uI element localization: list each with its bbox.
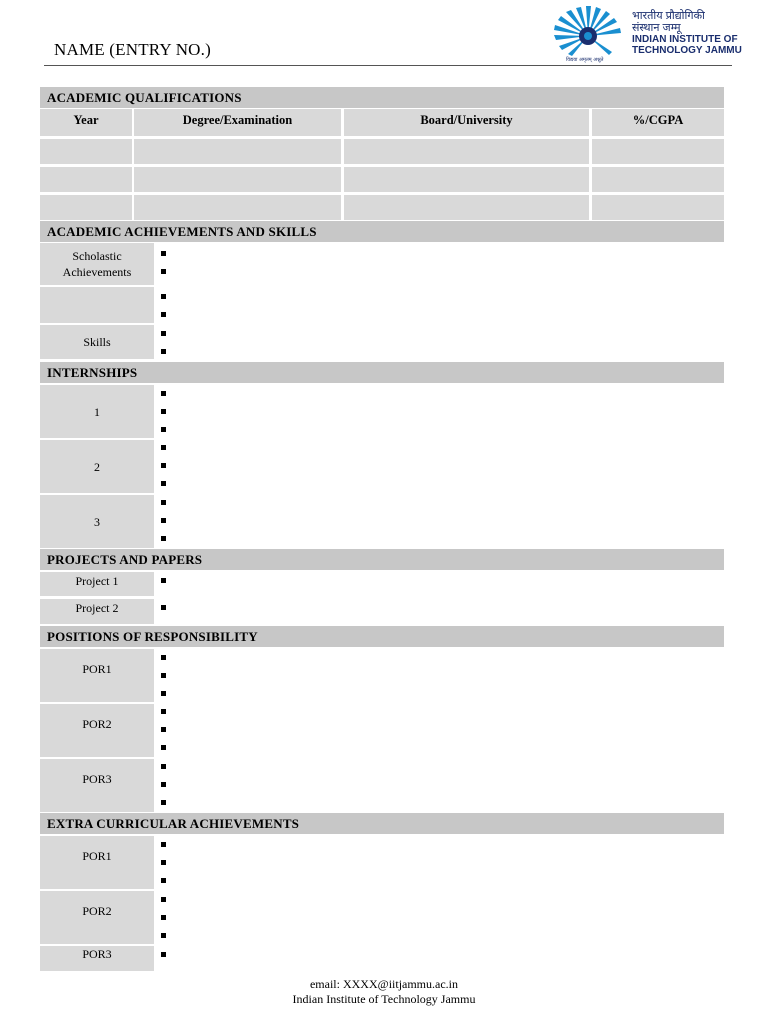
- bullet: [161, 427, 166, 432]
- bullet: [161, 933, 166, 938]
- table-cell: [592, 139, 724, 164]
- column-header-cgpa: %/CGPA: [592, 109, 724, 136]
- row-label-internship-3: 3: [40, 495, 154, 548]
- row-label-scholastic: Scholastic Achievements: [40, 243, 154, 285]
- table-cell: [134, 195, 341, 220]
- row-label-extra-por2: POR2: [40, 891, 154, 944]
- bullet: [161, 782, 166, 787]
- bullet: [161, 481, 166, 486]
- bullet: [161, 251, 166, 256]
- table-cell: [344, 167, 589, 192]
- bullet: [161, 800, 166, 805]
- footer-institute: Indian Institute of Technology Jammu: [292, 992, 476, 1006]
- table-cell: [592, 167, 724, 192]
- table-cell: [344, 195, 589, 220]
- bullet: [161, 578, 166, 583]
- candidate-name: NAME (ENTRY NO.): [54, 40, 211, 59]
- section-achievements-skills: ACADEMIC ACHIEVEMENTS AND SKILLS: [40, 221, 724, 242]
- bullet: [161, 445, 166, 450]
- logo-en-line2: TECHNOLOGY JAMMU: [632, 45, 742, 56]
- bullet: [161, 269, 166, 274]
- column-header-degree: Degree/Examination: [134, 109, 341, 136]
- row-label-por2: POR2: [40, 704, 154, 757]
- row-label-extra-por1: POR1: [40, 836, 154, 889]
- logo-hindi-line1: भारतीय प्रौद्योगिकी: [632, 10, 705, 22]
- header-divider: [44, 65, 732, 66]
- bullet: [161, 691, 166, 696]
- bullet: [161, 349, 166, 354]
- table-cell: [344, 139, 589, 164]
- table-cell: [592, 195, 724, 220]
- bullet: [161, 331, 166, 336]
- bullet: [161, 878, 166, 883]
- table-cell: [134, 139, 341, 164]
- row-label-project-1: Project 1: [40, 572, 154, 596]
- bullet: [161, 391, 166, 396]
- bullet: [161, 294, 166, 299]
- row-label-internship-2: 2: [40, 440, 154, 493]
- bullet: [161, 605, 166, 610]
- section-extracurricular: EXTRA CURRICULAR ACHIEVEMENTS: [40, 813, 724, 834]
- row-label-por1: POR1: [40, 649, 154, 702]
- iit-jammu-logo-icon: [552, 6, 624, 58]
- logo-motto: विद्यया अमृतम् अश्नुते: [566, 57, 604, 63]
- table-cell: [134, 167, 341, 192]
- institute-logo-text: [632, 10, 742, 56]
- bullet: [161, 915, 166, 920]
- row-label-por3: POR3: [40, 759, 154, 812]
- logo-hindi-line2: संस्थान जम्मू: [632, 22, 681, 34]
- row-label-project-2: Project 2: [40, 599, 154, 624]
- bullet: [161, 764, 166, 769]
- bullet: [161, 842, 166, 847]
- bullet: [161, 673, 166, 678]
- column-header-year: Year: [40, 109, 132, 136]
- section-positions: POSITIONS OF RESPONSIBILITY: [40, 626, 724, 647]
- bullet: [161, 709, 166, 714]
- bullet: [161, 655, 166, 660]
- bullet: [161, 518, 166, 523]
- section-internships: INTERNSHIPS: [40, 362, 724, 383]
- section-projects: PROJECTS AND PAPERS: [40, 549, 724, 570]
- bullet: [161, 897, 166, 902]
- bullet: [161, 727, 166, 732]
- column-header-board: Board/University: [344, 109, 589, 136]
- bullet: [161, 409, 166, 414]
- table-cell: [40, 195, 132, 220]
- bullet: [161, 500, 166, 505]
- logo-en-line1: INDIAN INSTITUTE OF: [632, 34, 738, 45]
- section-academic-qualifications: ACADEMIC QUALIFICATIONS: [40, 87, 724, 108]
- table-cell: [40, 167, 132, 192]
- bullet: [161, 745, 166, 750]
- row-label-internship-1: 1: [40, 385, 154, 438]
- row-label-skills: Skills: [40, 325, 154, 359]
- footer-email: email: XXXX@iitjammu.ac.in: [309, 977, 459, 991]
- row-label-blank: [40, 287, 154, 323]
- bullet: [161, 860, 166, 865]
- row-label-extra-por3: POR3: [40, 946, 154, 971]
- table-cell: [40, 139, 132, 164]
- bullet: [161, 952, 166, 957]
- bullet: [161, 463, 166, 468]
- bullet: [161, 312, 166, 317]
- bullet: [161, 536, 166, 541]
